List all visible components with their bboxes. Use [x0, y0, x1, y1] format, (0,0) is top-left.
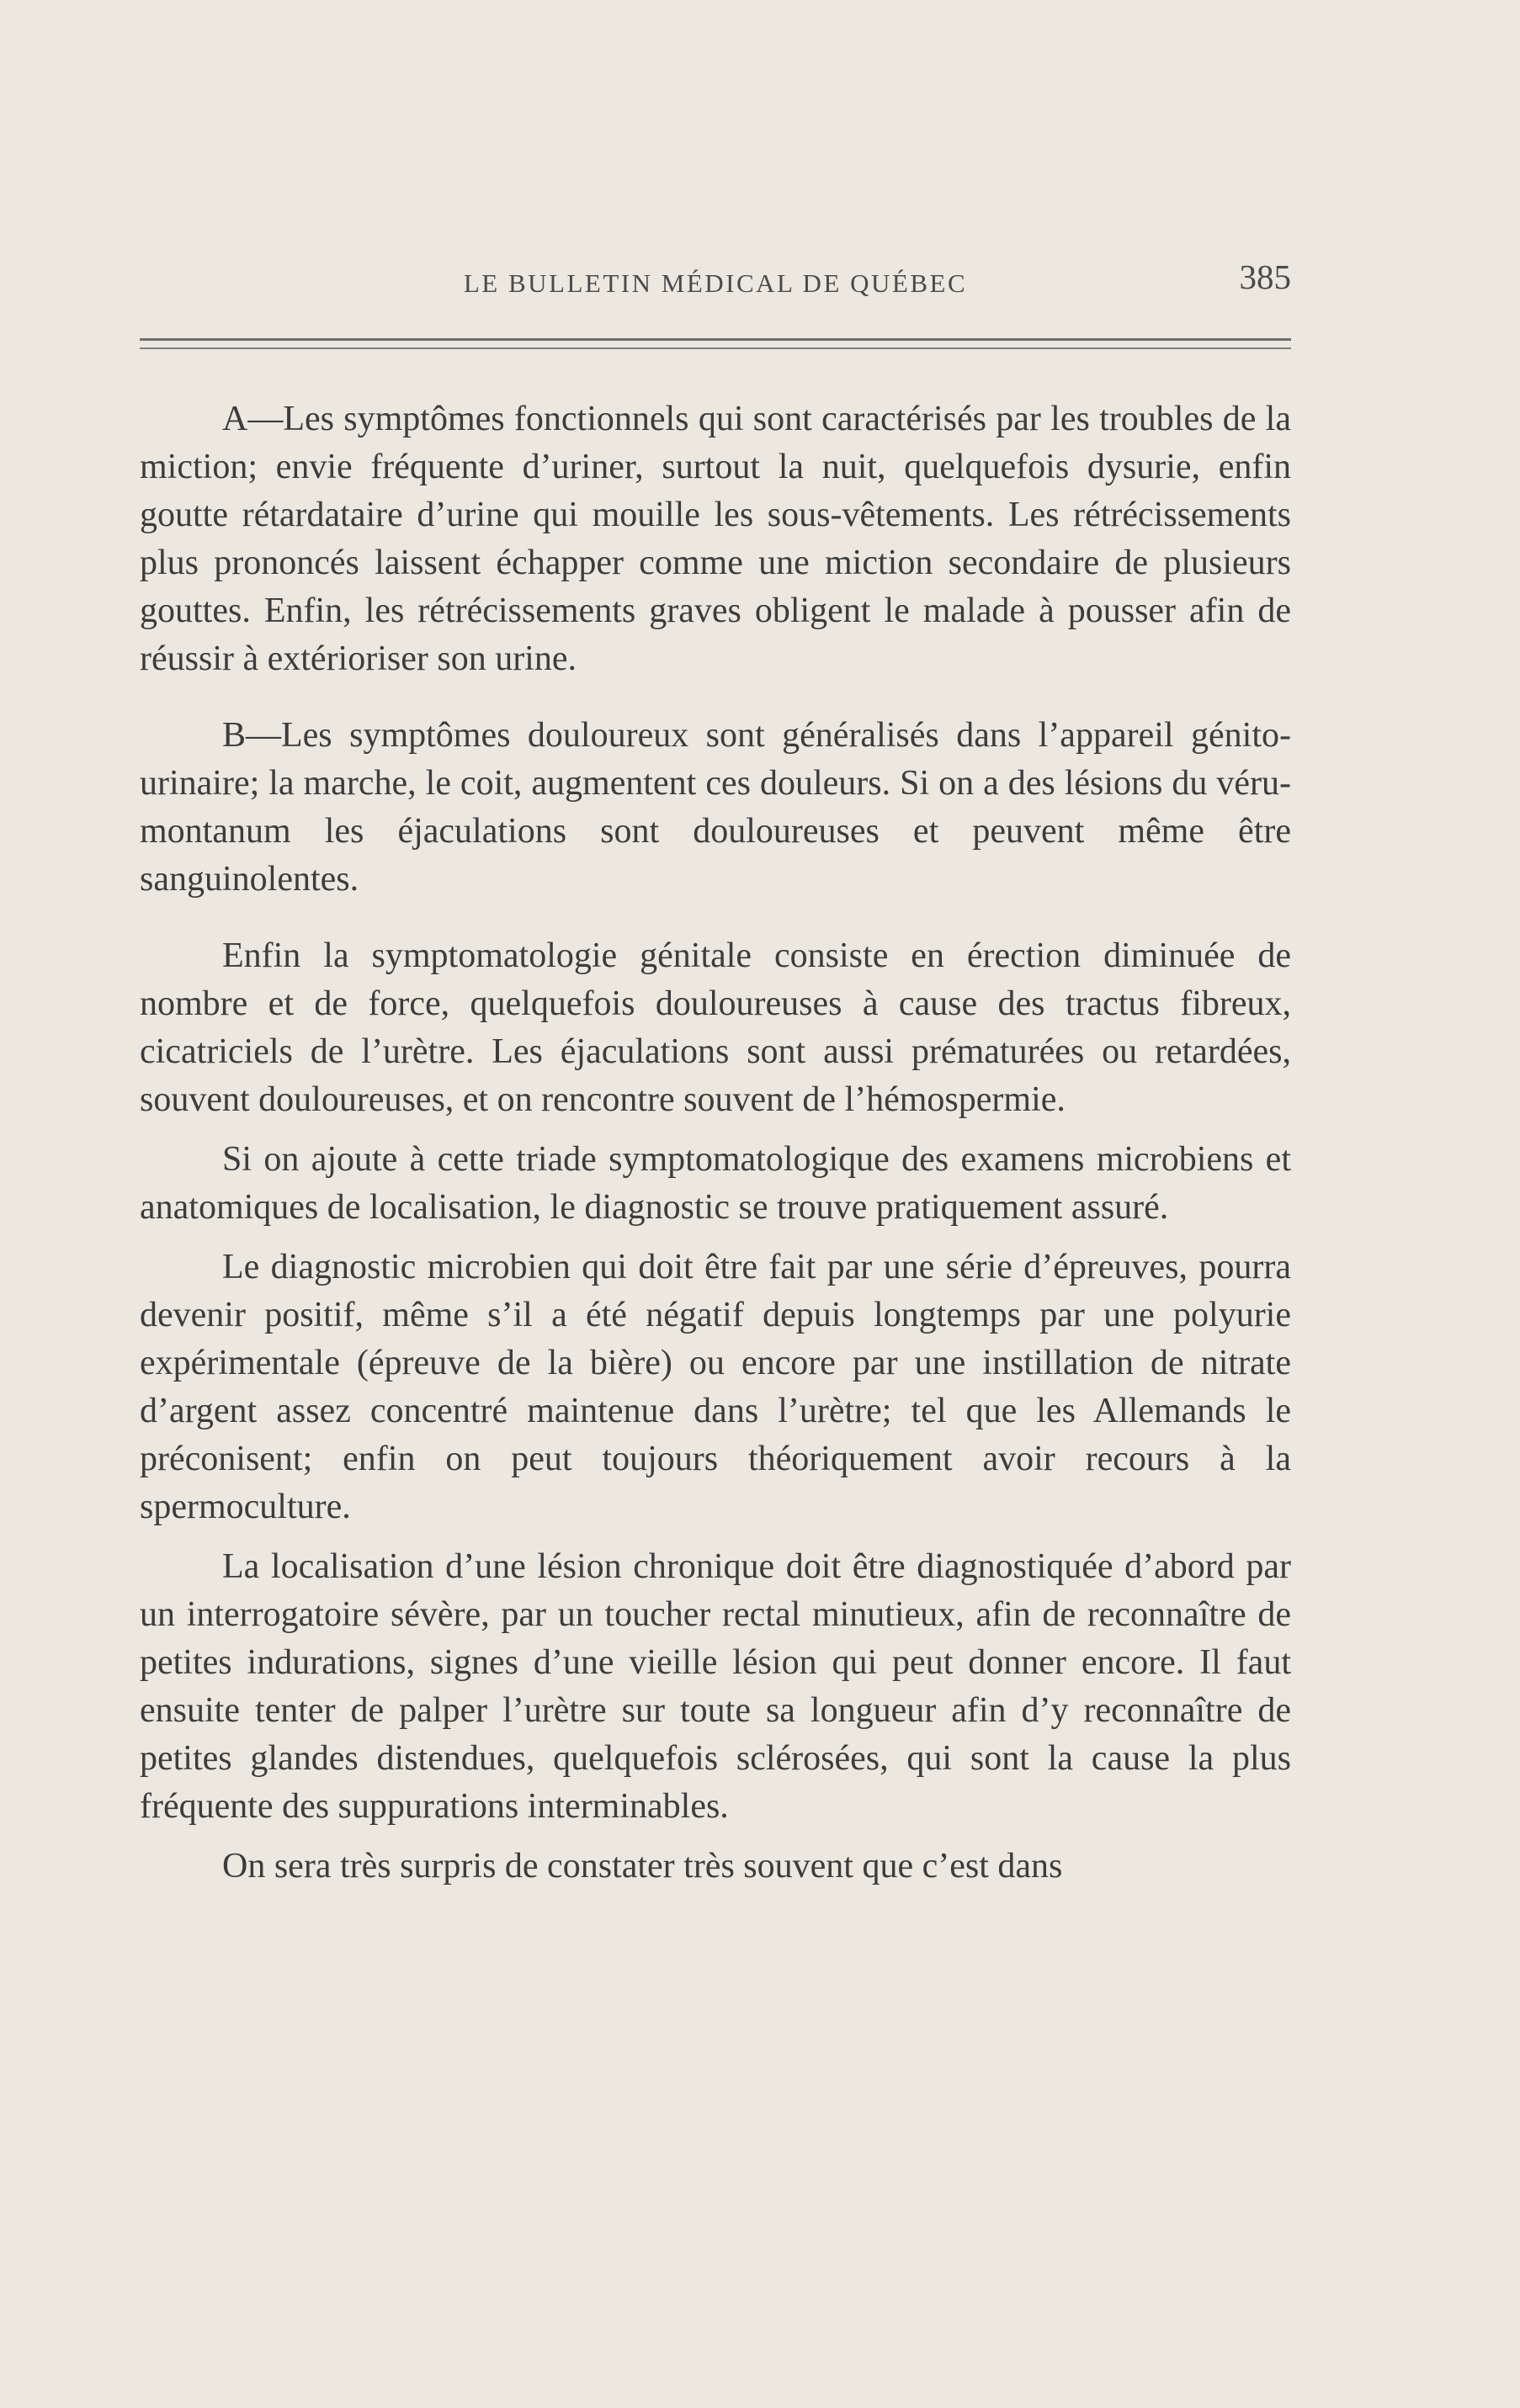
paragraph-painful-symptoms: B—Les symptômes douloureux sont généralisés dans l’appareil génito-urinaire; la marche, le coit, augmentent ces douleurs. Si on a des lésions du véru-montanum les éjaculations sont douloureuses et peuvent même être sanguinolentes. [140, 716, 1291, 899]
paragraph-genital-symptomatology: Enfin la symptomatologie génitale consiste en érection diminuée de nombre et de force, quelquefois douloureuses à cause des tractus fibreux, cicatriciels de l’urètre. Les éjaculations sont aussi prématurées ou retardées, souvent douloureuses, et on rencontre souvent de l’hémospermie. [140, 936, 1291, 1119]
page-number: 385 [1239, 257, 1291, 296]
page-header [140, 257, 1291, 307]
body-text [140, 395, 1291, 1891]
paragraph-microbial-diagnosis: Le diagnostic microbien qui doit être fait par une série d’épreuves, pourra devenir positif, même s’il a été négatif depuis longtemps par une polyurie expérimentale (épreuve de la bière) ou encore par une instillation de nitrate d’argent assez concentré maintenue dans l’urètre; tel que les Allemands le préconisent; enfin on peut toujours théoriquement avoir recours à la spermoculture. [140, 1248, 1291, 1526]
paragraph-final-line: On sera très surpris de constater très souvent que c’est dans [222, 1847, 1063, 1886]
paragraph-triad: Si on ajoute à cette triade symptomatologique des examens microbiens et anatomiques de localisation, le diagnostic se trouve pratiquement assuré. [140, 1140, 1291, 1227]
paragraph-lesion-localisation: La localisation d’une lésion chronique doit être diagnostiquée d’abord par un interrogatoire sévère, par un toucher rectal minutieux, afin de reconnaître de petites indurations, signes d’une vieille lésion qui peut donner encore. Il faut ensuite tenter de palper l’urètre sur toute sa longueur afin d’y reconnaître de petites glandes distendues, quelquefois sclérosées, qui sont la cause la plus fréquente des suppurations interminables. [140, 1547, 1291, 1826]
paragraph-functional-symptoms: A—Les symptômes fonctionnels qui sont caractérisés par les troubles de la miction; envie fréquente d’uriner, surtout la nuit, quelquefois dysurie, enfin goutte rétardataire d’urine qui mouille les sous-vêtements. Les rétrécissements plus prononcés laissent échapper comme une miction secondaire de plusieurs gouttes. Enfin, les rétrécissements graves obligent le malade à pousser afin de réussir à extérioriser son urine. [140, 400, 1291, 678]
header-rule-thin [140, 347, 1291, 349]
journal-title: LE BULLETIN MÉDICAL DE QUÉBEC [463, 268, 968, 298]
header-rule-thick [140, 338, 1291, 341]
